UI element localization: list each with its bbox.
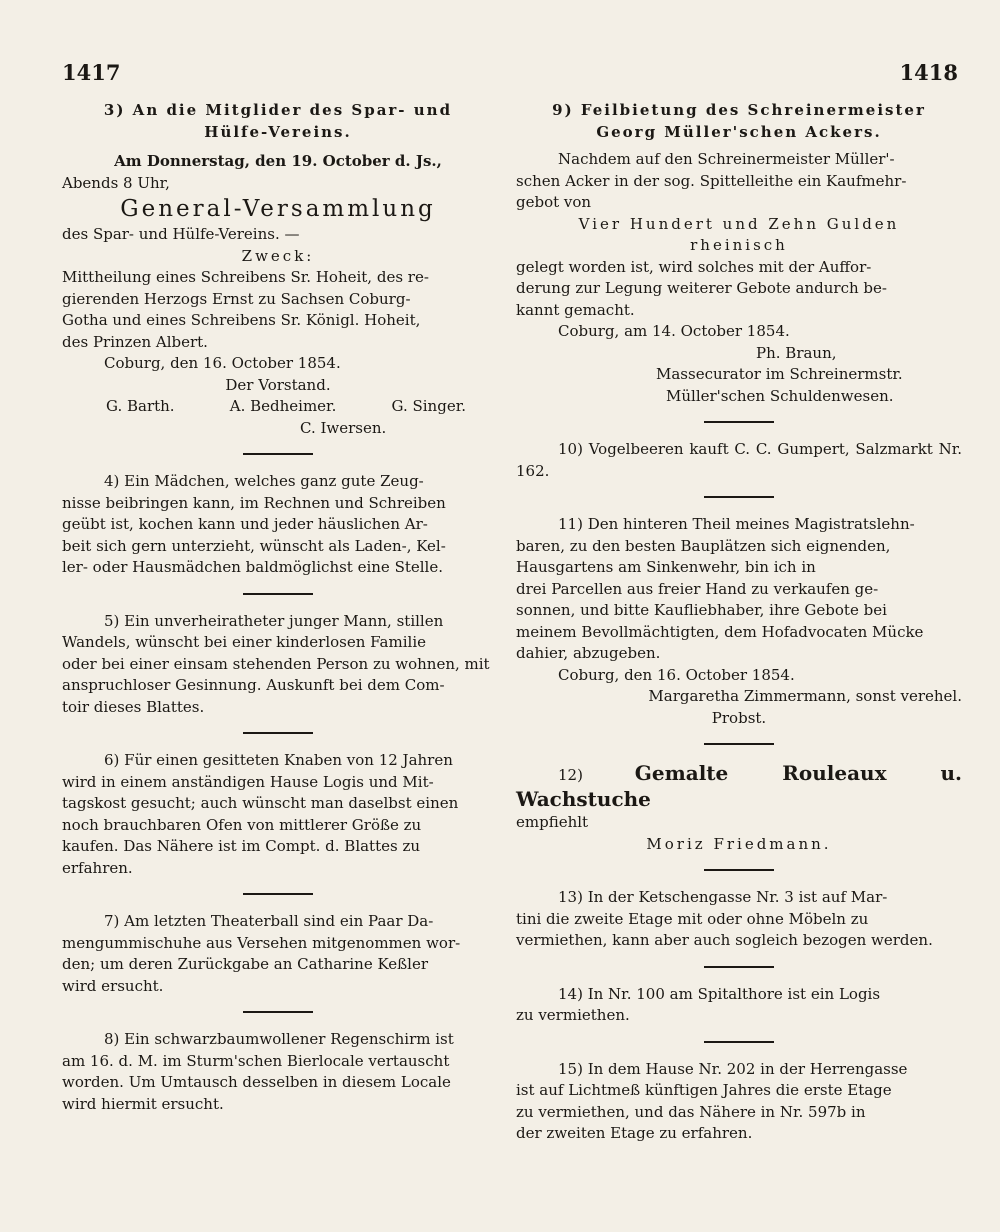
- body-line: wird in einem anständigen Hause Logis und Mit-: [62, 772, 434, 791]
- body-line: zu vermiethen, und das Nähere in Nr. 597b in: [516, 1102, 866, 1121]
- advert-12: [516, 761, 962, 855]
- body-line: gelegt worden ist, wird solches mit der Auffor-: [516, 257, 872, 276]
- body-line: 15) In dem Hause Nr. 202 in der Herrengasse: [558, 1059, 908, 1078]
- left-column: [62, 100, 494, 1123]
- signatures: [62, 396, 494, 418]
- body-line: 8) Ein schwarzbaumwollener Regenschirm ist: [104, 1030, 454, 1048]
- signature: Massecurator im Schreinermstr.: [656, 365, 903, 383]
- body-line: kaufen. Das Nähere ist im Compt. d. Blattes zu: [62, 837, 421, 855]
- body-line: meinem Bevollmächtigten, dem Hofadvocaten Mücke: [516, 622, 924, 641]
- body-line: des Prinzen Albert.: [62, 332, 208, 351]
- advert-heading: Georg Müller'schen Ackers.: [596, 122, 882, 141]
- body-line: gierenden Herzogs Ernst zu Sachsen Coburg-: [62, 289, 411, 308]
- advert-7: [62, 911, 494, 997]
- body-line: geübt ist, kochen kann und jeder häuslichen Ar-: [62, 515, 428, 533]
- body-line: tagskost gesucht; auch wünscht man daselbst einen: [62, 794, 459, 812]
- divider: [243, 893, 313, 895]
- meeting-time: Abends 8 Uhr,: [62, 173, 170, 192]
- body-line: Mittheilung eines Schreibens Sr. Hoheit, des re-: [62, 268, 429, 286]
- signature: Müller'schen Schuldenwesen.: [666, 386, 894, 405]
- divider: [243, 593, 313, 595]
- board-label: Der Vorstand.: [225, 375, 331, 394]
- place-date: Coburg, den 16. October 1854.: [558, 665, 795, 684]
- body-line: 14) In Nr. 100 am Spitalthore ist ein Logis: [558, 984, 881, 1003]
- body-line: derung zur Legung weiterer Gebote andurch be-: [516, 279, 887, 297]
- place-date: Coburg, am 14. October 1854.: [558, 322, 790, 340]
- body-line: beit sich gern unterzieht, wünscht als Laden-, Kel-: [62, 536, 446, 555]
- body-line: nisse beibringen kann, im Rechnen und Schreiben: [62, 493, 446, 512]
- page-number-left: 1417: [62, 60, 121, 85]
- recommends-label: empfiehlt: [516, 813, 589, 831]
- advert-6: [62, 750, 494, 879]
- divider: [243, 732, 313, 734]
- meeting-date: Am Donnerstag, den 19. October d. Js.,: [114, 152, 442, 170]
- advert-4: [62, 471, 494, 579]
- body-line: 5) Ein unverheiratheter junger Mann, stillen: [104, 611, 444, 630]
- signature: Ph. Braun,: [756, 343, 837, 362]
- divider: [704, 966, 774, 968]
- bid-amount: Vier Hundert und Zehn Gulden: [578, 214, 900, 233]
- body-line: der zweiten Etage zu erfahren.: [516, 1124, 753, 1142]
- body-line: 7) Am letzten Theaterball sind ein Paar Da-: [104, 912, 434, 930]
- advert-10: [516, 439, 962, 482]
- body-line: worden. Um Umtausch desselben in diesem Locale: [62, 1073, 451, 1091]
- advert-heading: Hülfe-Vereins.: [204, 122, 352, 141]
- divider: [704, 496, 774, 498]
- body-line: drei Parcellen aus freier Hand zu verkaufen ge-: [516, 579, 879, 598]
- divider: [243, 453, 313, 455]
- divider: [704, 743, 774, 745]
- advert-5: [62, 611, 494, 719]
- advert-heading: 3) An die Mitglider des Spar- und: [103, 101, 453, 119]
- signature: A. Bedheimer.: [229, 397, 337, 415]
- signature: Margaretha Zimmermann, sonst verehel.: [648, 687, 962, 705]
- body-line: den; um deren Zurückgabe an Catharine Keßler: [62, 955, 429, 973]
- body-line: ist auf Lichtmeß künftigen Jahres die erste Etage: [516, 1081, 892, 1099]
- body-line: wird hiermit ersucht.: [62, 1094, 224, 1113]
- body-line: sonnen, und bitte Kaufliebhaber, ihre Gebote bei: [516, 601, 887, 619]
- advert-number: 12): [558, 766, 583, 784]
- place-date: Coburg, den 16. October 1854.: [104, 354, 341, 372]
- body-line: anspruchloser Gesinnung. Auskunft bei dem Com-: [62, 676, 445, 694]
- body-line: dahier, abzugeben.: [516, 644, 661, 662]
- page-number-right: 1418: [899, 60, 958, 85]
- body-line: schen Acker in der sog. Spittelleithe ein Kaufmehr-: [516, 171, 907, 190]
- advert-14: [516, 984, 962, 1027]
- body-line: oder bei einer einsam stehenden Person zu wohnen, mit: [62, 654, 490, 673]
- body-line: Hausgartens am Sinkenwehr, bin ich in: [516, 558, 816, 576]
- body-line: baren, zu den besten Bauplätzen sich eignenden,: [516, 536, 891, 555]
- body-line: ler- oder Hausmädchen baldmöglichst eine Stelle.: [62, 558, 443, 576]
- divider: [243, 1011, 313, 1013]
- purpose-label: Zweck:: [241, 246, 315, 265]
- body-line: 6) Für einen gesitteten Knaben von 12 Jahren: [104, 751, 453, 769]
- body-line: kannt gemacht.: [516, 300, 635, 319]
- signature: C. Iwersen.: [300, 418, 387, 437]
- advert-heading: 9) Feilbietung des Schreinermeister: [552, 101, 926, 119]
- body-line: erfahren.: [62, 858, 133, 877]
- merchant-name: Moriz Friedmann.: [646, 834, 832, 853]
- product-headline: Gemalte Rouleaux u. Wachstuche: [516, 761, 962, 811]
- body-line: 4) Ein Mädchen, welches ganz gute Zeug-: [104, 472, 424, 490]
- signature: Probst.: [711, 708, 767, 727]
- body-line: vermiethen, kann aber auch sogleich bezogen werden.: [516, 931, 933, 949]
- advert-3: [62, 100, 494, 439]
- signature: G. Barth.: [106, 397, 175, 415]
- body-line: am 16. d. M. im Sturm'schen Bierlocale vertauscht: [62, 1051, 450, 1070]
- advert-15: [516, 1059, 962, 1145]
- divider: [704, 421, 774, 423]
- body-line: noch brauchbaren Ofen von mittlerer Größe zu: [62, 815, 422, 834]
- general-assembly-title: General-Versammlung: [120, 196, 436, 222]
- body-line: Gotha und eines Schreibens Sr. Königl. Hoheit,: [62, 311, 421, 329]
- advert-8: [62, 1029, 494, 1115]
- body-line: Nachdem auf den Schreinermeister Müller'-: [558, 150, 895, 168]
- divider: [704, 869, 774, 871]
- body-line: toir dieses Blattes.: [62, 697, 205, 716]
- advert-11: [516, 514, 962, 729]
- title-subline: des Spar- und Hülfe-Vereins. —: [62, 225, 300, 243]
- bid-currency: rheinisch: [690, 236, 788, 254]
- body-line: zu vermiethen.: [516, 1006, 630, 1024]
- signature: G. Singer.: [391, 397, 466, 415]
- body-line: 13) In der Ketschengasse Nr. 3 ist auf Mar-: [558, 888, 888, 906]
- body-line: 11) Den hinteren Theil meines Magistratslehn-: [558, 515, 915, 533]
- body-line: gebot von: [516, 193, 592, 211]
- headline: [516, 761, 962, 812]
- right-column: [516, 100, 962, 1153]
- body-line: wird ersucht.: [62, 976, 164, 995]
- advert-9: [516, 100, 962, 407]
- body-line: tini die zweite Etage mit oder ohne Möbeln zu: [516, 909, 869, 928]
- body-line: mengummischuhe aus Versehen mitgenommen wor-: [62, 933, 461, 952]
- advert-13: [516, 887, 962, 952]
- body-line: Wandels, wünscht bei einer kinderlosen Familie: [62, 633, 426, 651]
- body-line: 10) Vogelbeeren kauft C. C. Gumpert, Salzmarkt Nr. 162.: [516, 440, 962, 480]
- divider: [704, 1041, 774, 1043]
